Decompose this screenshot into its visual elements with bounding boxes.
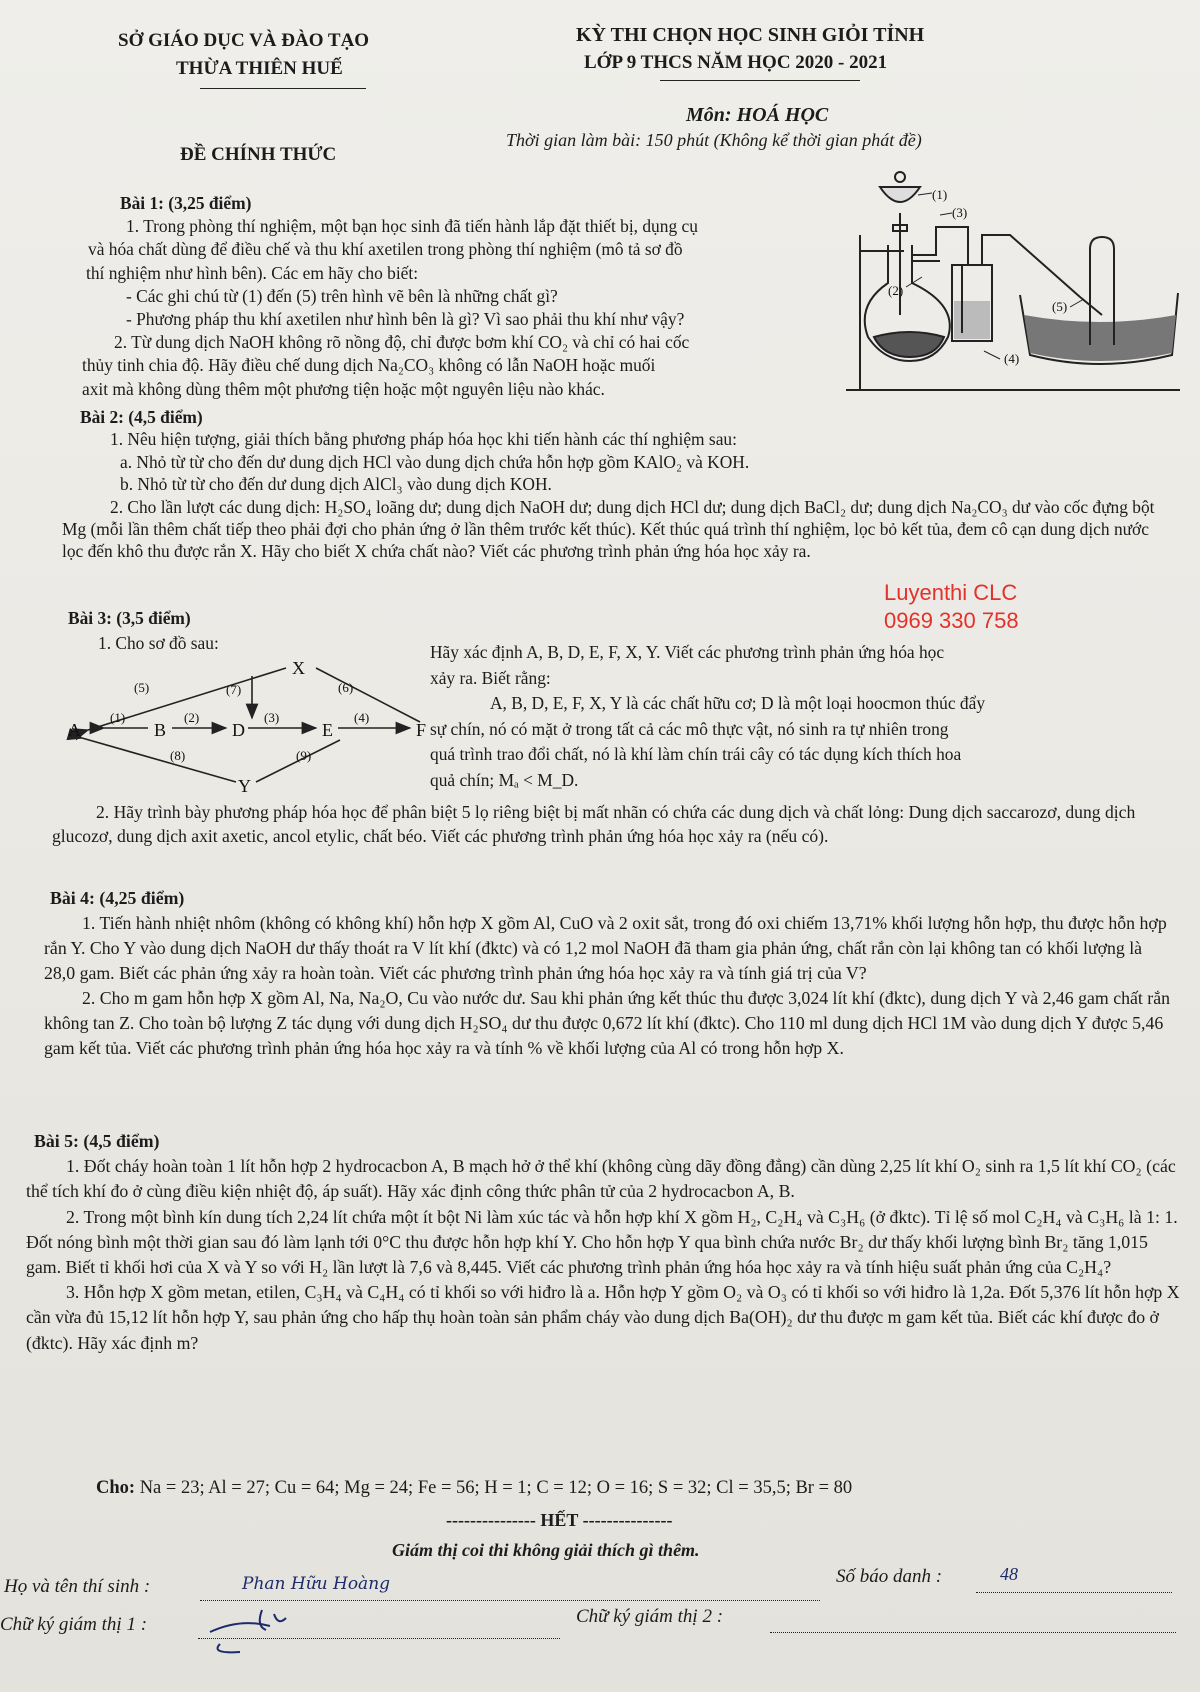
bai3-right-2: xảy ra. Biết rằng: <box>430 667 551 688</box>
scheme-arrow-7: (7) <box>226 682 242 697</box>
candidate-number-label: Số báo danh : <box>836 1566 943 1587</box>
bai1-line7: thủy tinh chia độ. Hãy điều chế dung dịch Na₂CO₃ không có lẫn NaOH hoặc muối <box>82 355 656 376</box>
proctor1-signature-mark <box>200 1596 320 1656</box>
scheme-arrow-6: (6) <box>338 680 354 695</box>
scheme-arrow-8: (8) <box>170 748 186 763</box>
bai3-q2: 2. Hãy trình bày phương pháp hóa học để phân biệt 5 lọ riêng biệt bị mất nhãn có chứa các dung dịch và chất lỏng: Dung dịch saccarozơ, dung dịch glucozơ, dung dịch axit axetic, ancol etylic, chất béo. Viết các phương trình phản ứng hóa học xảy ra (nếu có). <box>52 802 1136 846</box>
scheme-node-f: F <box>416 720 427 740</box>
bai5-q2: 2. Trong một bình kín dung tích 2,24 lít chứa một ít bột Ni làm xúc tác và hỗn hợp khí X gồm H₂, C₂H₄ và C₃H₆ (ở đktc). Tỉ lệ số mol C₂H₄ và C₃H₆ là 1: 1. Đốt nóng bình một thời gian sau đó làm lạnh tới 0°C thu được hỗn hợp khí Y. Cho hỗn hợp Y qua bình chứa nước Br₂ dư thấy khối lượng bình Br₂ tăng 1,015 gam. Biết tỉ khối hơi của X và Y so với H₂ lần lượt là 7,6 và 8,445. Viết các phương trình phản ứng hóa học xảy ra và tính hiệu suất phản ứng của C₂H₄? <box>26 1206 1178 1278</box>
apparatus-label-1: (1) <box>932 187 948 202</box>
bai3-right-5: quá trình trao đổi chất, nó là khí làm chín trái cây có tác dụng kích thích hoa <box>430 744 962 765</box>
scheme-arrow-5: (5) <box>134 680 150 695</box>
exam-title: KỲ THI CHỌN HỌC SINH GIỎI TỈNH <box>576 24 925 46</box>
proctor1-signature-label: Chữ ký giám thị 1 : <box>0 1614 148 1635</box>
scheme-node-e: E <box>322 720 333 740</box>
apparatus-label-5: (5) <box>1052 299 1068 314</box>
bai1-line5: - Phương pháp thu khí axetilen như hình bên là gì? Vì sao phải thu khí như vậy? <box>126 309 685 330</box>
bai1-line3: thí nghiệm như hình bên). Các em hãy cho biết: <box>86 262 419 283</box>
scheme-arrow-2: (2) <box>184 710 200 725</box>
bai3-right-3: A, B, D, E, F, X, Y là các chất hữu cơ; D là một loại hoocmon thúc đẩy <box>490 693 986 714</box>
official-label: ĐỀ CHÍNH THỨC <box>180 144 337 165</box>
exam-duration: Thời gian làm bài: 150 phút (Không kể thời gian phát đề) <box>506 130 922 150</box>
candidate-number-value: 48 <box>1000 1564 1018 1584</box>
province-name: THỪA THIÊN HUẾ <box>176 58 343 79</box>
apparatus-label-4: (4) <box>1004 351 1020 366</box>
proctor2-signature-label: Chữ ký giám thị 2 : <box>576 1606 724 1627</box>
department-name: SỞ GIÁO DỤC VÀ ĐÀO TẠO <box>118 30 370 51</box>
apparatus-label-2: (2) <box>888 283 904 298</box>
proctor2-signature-field[interactable] <box>770 1610 1176 1633</box>
exam-grade-year: LỚP 9 THCS NĂM HỌC 2020 - 2021 <box>584 52 888 73</box>
candidate-name-value: Phan Hữu Hoàng <box>242 1574 391 1594</box>
bai2-title: Bài 2: (4,5 điểm) <box>80 407 203 427</box>
bai1-line1: 1. Trong phòng thí nghiệm, một bạn học sinh đã tiến hành lắp đặt thiết bị, dụng cụ <box>126 216 698 237</box>
subject: Môn: HOÁ HỌC <box>686 104 829 126</box>
scheme-node-a: A <box>68 720 81 740</box>
bai3-right-1: Hãy xác định A, B, D, E, F, X, Y. Viết các phương trình phản ứng hóa học <box>430 642 945 662</box>
given-values: Na = 23; Al = 27; Cu = 64; Mg = 24; Fe = 56; H = 1; C = 12; O = 16; S = 32; Cl = 35,5; Br = 80 <box>139 1478 853 1498</box>
scheme-arrow-4: (4) <box>354 710 370 725</box>
scheme-node-b: B <box>154 720 167 740</box>
bai1-line6: 2. Từ dung dịch NaOH không rõ nồng độ, chỉ được bơm khí CO₂ và chỉ có hai cốc <box>114 332 690 353</box>
bai2-q1b: b. Nhỏ từ từ cho đến dư dung dịch AlCl₃ vào dung dịch KOH. <box>120 474 552 495</box>
bai5-q1: 1. Đốt cháy hoàn toàn 1 lít hỗn hợp 2 hydrocacbon A, B mạch hở ở thể khí (không cùng dãy đồng đẳng) cần dùng 2,25 lít khí O₂ sinh ra 1,5 lít khí CO₂ (các thể tích khí đo ở cùng điều kiện nhiệt độ, áp suất). Hãy xác định công thức phân tử của 2 hydrocacbon A, B. <box>26 1156 1176 1202</box>
scheme-arrow-1: (1) <box>110 710 126 725</box>
reaction-scheme <box>60 660 430 800</box>
proctor-note: Giám thị coi thi không giải thích gì thêm. <box>392 1540 700 1560</box>
apparatus-label-3: (3) <box>952 205 968 220</box>
bai3-right-6: quả chín; Mₐ < M_D. <box>430 769 579 790</box>
given-label: Cho: <box>96 1478 136 1498</box>
bai5-title: Bài 5: (4,5 điểm) <box>34 1131 160 1151</box>
watermark-name: Luyenthi CLC <box>884 580 1018 605</box>
bai1-line2: và hóa chất dùng để điều chế và thu khí axetilen trong phòng thí nghiệm (mô tả sơ đồ <box>88 239 683 260</box>
atomic-masses <box>96 1478 852 1499</box>
bai5-q3: 3. Hỗn hợp X gồm metan, etilen, C₃H₄ và C₄H₄ có tỉ khối so với hiđro là a. Hỗn hợp Y gồm O₂ và O₃ có tỉ khối so với hiđro là 1,2a. Đốt 5,376 lít hỗn hợp X cần vừa đủ 15,12 lít hỗn hợp Y, sau phản ứng cho hấp thụ hoàn toàn sản phẩm cháy vào dung dịch Ba(OH)₂ dư thu được m gam kết tủa. Biết các khí được đo ở (đktc). Hãy xác định m? <box>26 1282 1180 1353</box>
exam-title-underline <box>660 80 860 81</box>
bai1-line8: axit mà không dùng thêm một phương tiện hoặc một nguyên liệu nào khác. <box>82 378 605 399</box>
scheme-node-x: X <box>292 660 305 678</box>
bai2-q2: 2. Cho lần lượt các dung dịch: H₂SO₄ loãng dư; dung dịch NaOH dư; dung dịch HCl dư; dung dịch BaCl₂ dư; dung dịch Na₂CO₃ dư vào cốc đựng bột Mg (mỗi lần thêm chất tiếp theo phải đợi cho phản ứng ở lần thêm trước kết thúc). Kết thúc quá trình thí nghiệm, lọc bỏ kết tủa, đem cô cạn dung dịch nước lọc đến khô thu được rắn X. Hãy cho biết X chứa chất nào? Viết các phương trình phản ứng hóa học xảy ra. <box>62 496 1155 562</box>
bai1-title: Bài 1: (3,25 điểm) <box>120 193 252 213</box>
bai3-title: Bài 3: (3,5 điểm) <box>68 608 191 628</box>
acetylene-apparatus-figure <box>840 165 1185 395</box>
bai4-q2: 2. Cho m gam hỗn hợp X gồm Al, Na, Na₂O, Cu vào nước dư. Sau khi phản ứng kết thúc thu được 3,024 lít khí (đktc), dung dịch Y và 2,46 gam chất rắn không tan Z. Cho toàn bộ lượng Z tác dụng với dung dịch H₂SO₄ dư thu được 0,672 lít khí (đktc). Cho 110 ml dung dịch HCl 1M vào dung dịch Y được 5,46 gam kết tủa. Viết các phương trình phản ứng hóa học xảy ra và tính % về khối lượng của Al có trong hỗn hợp X. <box>44 988 1170 1058</box>
candidate-name-label: Họ và tên thí sinh : <box>4 1576 151 1597</box>
scheme-node-y: Y <box>238 776 251 796</box>
bai4-title: Bài 4: (4,25 điểm) <box>50 888 185 908</box>
scheme-arrow-9: (9) <box>296 748 312 763</box>
province-underline <box>200 88 366 89</box>
end-marker: --------------- HẾT --------------- <box>446 1510 673 1530</box>
candidate-number-field[interactable] <box>976 1564 1172 1593</box>
watermark-phone: 0969 330 758 <box>884 608 1019 633</box>
bai2-q1: 1. Nêu hiện tượng, giải thích bằng phương pháp hóa học khi tiến hành các thí nghiệm sau: <box>110 429 737 450</box>
scheme-node-d: D <box>232 720 245 740</box>
bai1-line4: - Các ghi chú từ (1) đến (5) trên hình vẽ bên là những chất gì? <box>126 285 558 306</box>
scheme-arrow-3: (3) <box>264 710 280 725</box>
bai3-q1-intro: 1. Cho sơ đồ sau: <box>98 633 219 653</box>
bai3-right-4: sự chín, nó có mặt ở trong tất cả các mô thực vật, nó sinh ra tự nhiên trong <box>430 718 949 739</box>
bai4-q1: 1. Tiến hành nhiệt nhôm (không có không khí) hỗn hợp X gồm Al, CuO và 2 oxit sắt, trong đó oxi chiếm 13,71% khối lượng hỗn hợp, thu được hỗn hợp rắn Y. Cho Y vào dung dịch NaOH dư thấy thoát ra V lít khí (đktc) và có 1,2 mol NaOH đã tham gia phản ứng, chất rắn còn lại không tan có khối lượng là 28,0 gam. Biết các phản ứng xảy ra hoàn toàn. Viết các phương trình phản ứng hóa học xảy ra và tính giá trị của V? <box>44 913 1167 983</box>
bai2-q1a: a. Nhỏ từ từ cho đến dư dung dịch HCl vào dung dịch chứa hỗn hợp gồm KAlO₂ và KOH. <box>120 451 750 472</box>
